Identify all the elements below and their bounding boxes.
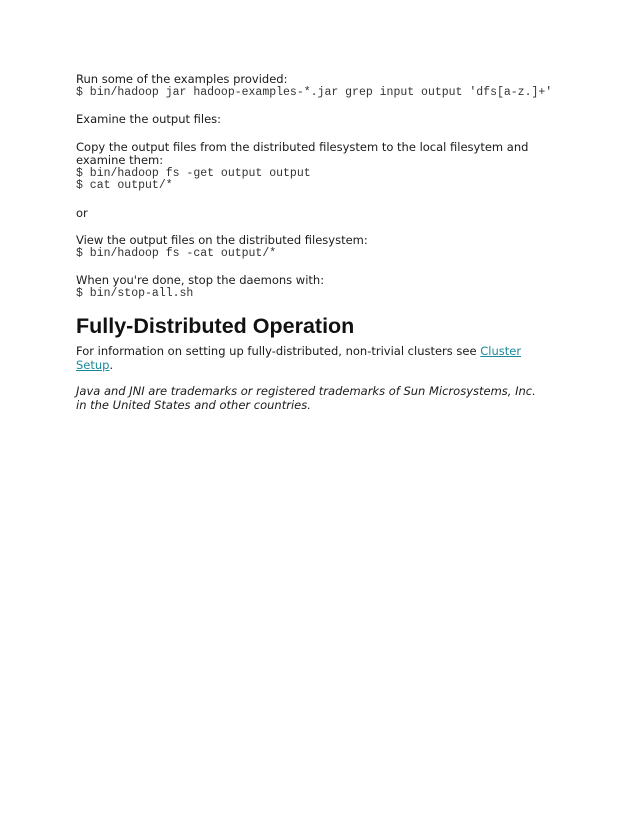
copy-code-line-1: $ bin/hadoop fs -get output output: [76, 166, 311, 180]
run-examples-code-line: $ bin/hadoop jar hadoop-examples-*.jar grep input output 'dfs[a-z.]+': [76, 85, 553, 99]
examine-section: [76, 113, 548, 127]
fully-distributed-heading: Fully-Distributed Operation: [76, 314, 355, 338]
or-text: or: [76, 205, 88, 220]
examine-text: Examine the output files:: [76, 112, 222, 126]
view-text: View the output files on the distributed filesystem:: [76, 233, 368, 247]
run-examples-section: [76, 72, 553, 99]
trademark-notice: Java and JNI are trademarks or registered trademarks of Sun Microsystems, Inc. in the United States and other countries.: [76, 384, 536, 412]
stop-code-line: $ bin/stop-all.sh: [76, 286, 194, 300]
stop-section: [76, 274, 548, 300]
stop-text: When you're done, stop the daemons with:: [76, 273, 325, 287]
view-section: [76, 234, 548, 260]
fully-distributed-text-before: For information on setting up fully-distributed, non-trivial clusters see: [76, 344, 481, 358]
view-code-line: $ bin/hadoop fs -cat output/*: [76, 246, 277, 260]
run-examples-text: Run some of the examples provided:: [76, 72, 288, 86]
copy-code-line-2: $ cat output/*: [76, 179, 173, 192]
or-section: [76, 207, 548, 221]
copy-section: [76, 141, 548, 193]
copy-text: Copy the output files from the distributed filesystem to the local filesytem and examine them:: [76, 139, 529, 167]
fully-distributed-text-after: .: [109, 357, 114, 372]
cluster-setup-link[interactable]: Cluster Setup: [76, 344, 522, 372]
fully-distributed-text: [76, 345, 548, 372]
